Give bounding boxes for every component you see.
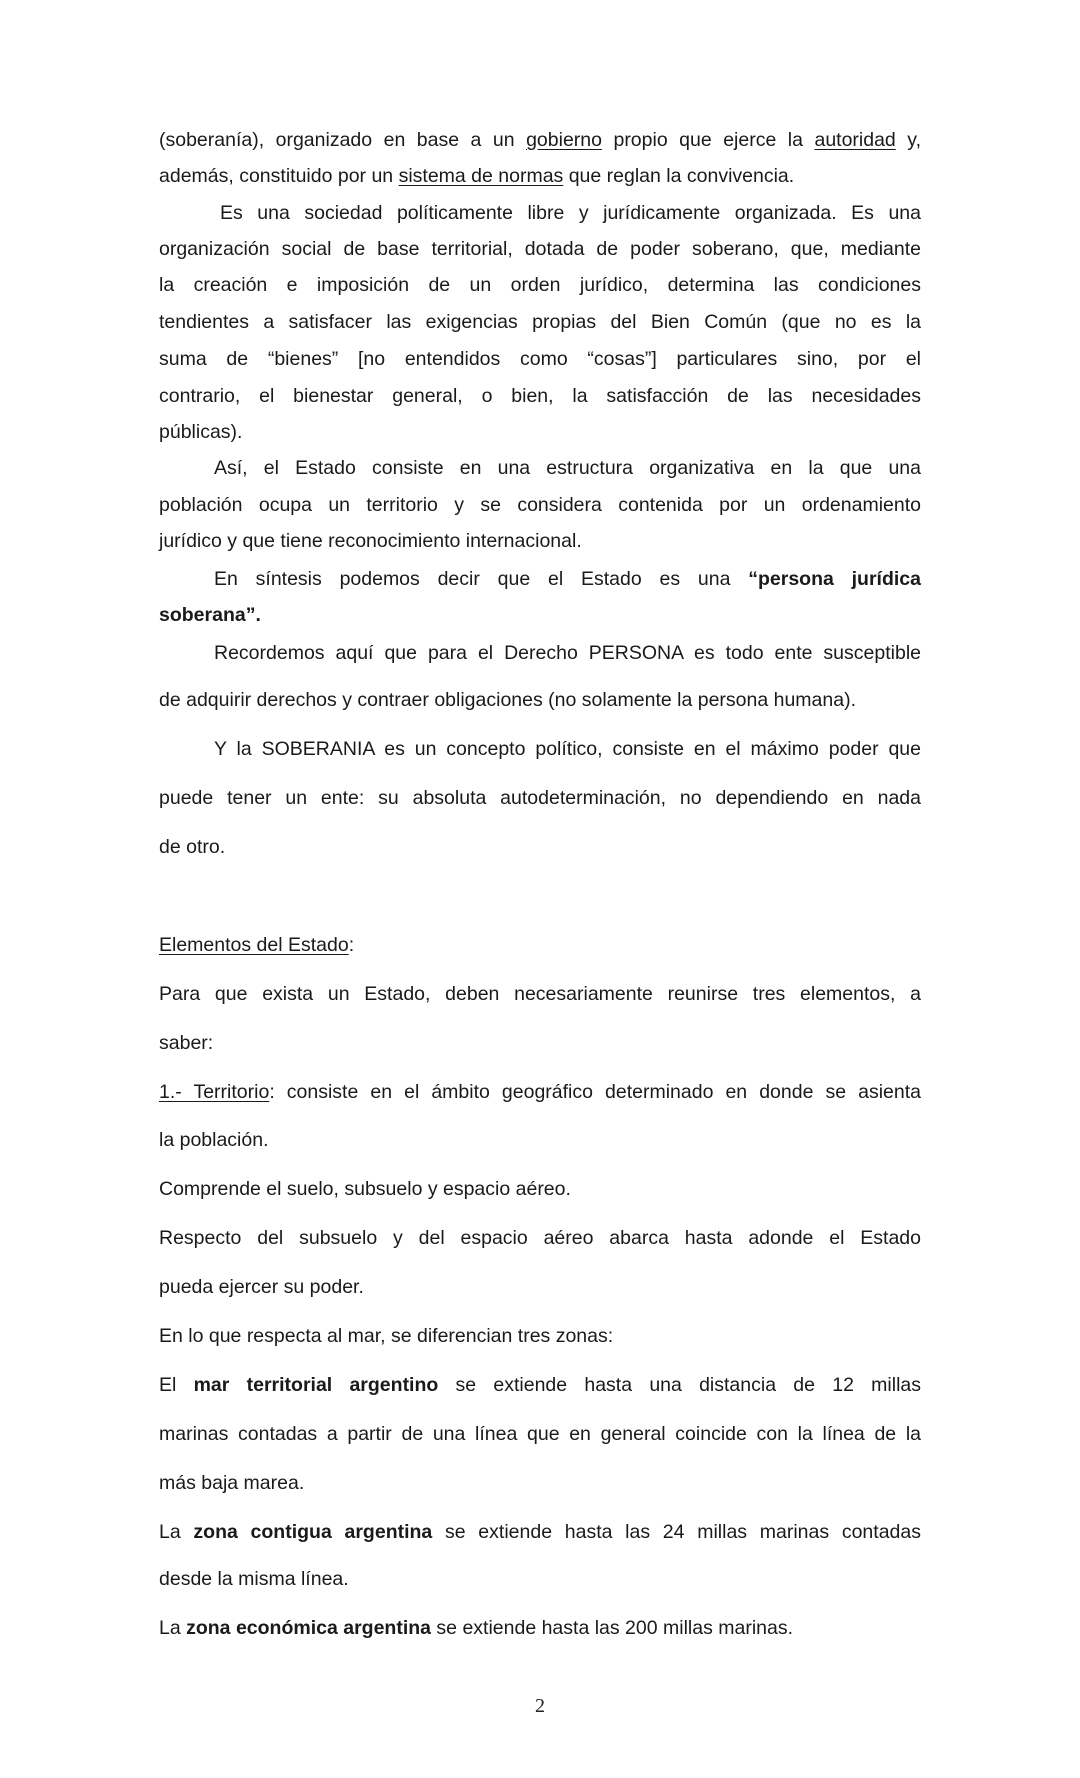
text-line [159,1323,921,1349]
text-line [159,834,921,860]
text-segment: tendientes a satisfacer las exigencias propias del Bien Común (que no es la [159,311,921,333]
text-segment: pueda ejercer su poder. [159,1276,364,1298]
text-line [159,932,921,958]
underlined-text: 1.- Territorio [159,1081,270,1103]
text-segment: públicas). [159,421,243,443]
underlined-text: gobierno [526,129,602,151]
text-segment: más baja marea. [159,1472,305,1494]
text-line [159,566,921,592]
text-line [159,1030,921,1056]
text-segment: propio que ejerce la [601,129,815,151]
text-line [159,1519,921,1545]
text-segment: : [348,934,355,956]
text-segment: saber: [159,1032,214,1054]
text-line [159,1372,921,1398]
text-line [159,1079,921,1105]
text-segment: contrario, el bienestar general, o bien, la satisfacción de las necesidades [159,385,921,407]
text-line [159,236,921,262]
text-line [159,346,921,372]
text-segment: de adquirir derechos y contraer obligaciones (no solamente la persona humana). [159,689,856,711]
text-line [159,419,921,445]
text-segment: que reglan la convivencia. [563,165,795,187]
text-segment: Así, el Estado consiste en una estructura organizativa en la que una [214,457,921,479]
text-line [159,455,921,481]
text-segment: Recordemos aquí que para el Derecho PERSONA es todo ente susceptible [214,642,921,664]
text-line [159,687,921,713]
text-segment: Comprende el suelo, subsuelo y espacio aéreo. [159,1178,571,1200]
text-segment: marinas contadas a partir de una línea que en general coincide con la línea de la [159,1423,921,1445]
text-segment: la creación e imposición de un orden jurídico, determina las condiciones [159,274,921,296]
underlined-text: Elementos del Estado [159,934,349,956]
text-segment: Es una sociedad políticamente libre y jurídicamente organizada. Es una [220,202,921,224]
text-line [159,492,921,518]
text-line [159,383,921,409]
text-segment: y, [895,129,922,151]
text-line [159,640,921,666]
text-line [159,602,921,628]
text-segment: Y la SOBERANIA es un concepto político, consiste en el máximo poder que [214,738,921,760]
text-line [159,736,921,762]
underlined-text: autoridad [814,129,896,151]
text-line [159,200,921,226]
text-segment: además, constituido por un [159,165,399,187]
text-segment: La [159,1521,194,1543]
text-line [159,1566,921,1592]
text-line [159,1470,921,1496]
text-segment: jurídico y que tiene reconocimiento internacional. [159,530,582,552]
page-number: 2 [535,1695,545,1717]
bold-text: soberana”. [159,604,261,626]
text-line [159,1176,921,1202]
text-segment: se extiende hasta las 200 millas marinas. [431,1617,794,1639]
text-segment: Respecto del subsuelo y del espacio aéreo abarca hasta adonde el Estado [159,1227,921,1249]
text-segment: la población. [159,1129,269,1151]
text-segment: desde la misma línea. [159,1568,349,1590]
text-segment: de otro. [159,836,226,858]
bold-text: zona económica argentina [186,1617,432,1639]
text-line [159,1421,921,1447]
bold-text: zona contigua argentina [193,1521,433,1543]
text-segment: La [159,1617,187,1639]
text-segment: En lo que respecta al mar, se diferencian tres zonas: [159,1325,614,1347]
text-segment: puede tener un ente: su absoluta autodeterminación, no dependiendo en nada [159,787,921,809]
text-line [159,127,921,153]
bold-text: “persona jurídica [748,568,921,590]
text-line [159,272,921,298]
text-segment: población ocupa un territorio y se considera contenida por un ordenamiento [159,494,921,516]
text-line [159,309,921,335]
bold-text: mar territorial argentino [193,1374,439,1396]
text-segment: Para que exista un Estado, deben necesariamente reunirse tres elementos, a [159,983,921,1005]
text-line [159,1127,921,1153]
text-segment: El [159,1374,194,1396]
text-line [159,1615,921,1641]
text-segment: En síntesis podemos decir que el Estado es una [214,568,749,590]
text-segment: organización social de base territorial, dotada de poder soberano, que, mediante [159,238,921,260]
text-segment: se extiende hasta una distancia de 12 millas [438,1374,922,1396]
text-line [159,981,921,1007]
text-line [159,1274,921,1300]
text-line [159,1225,921,1251]
text-segment: : consiste en el ámbito geográfico determinado en donde se asienta [269,1081,922,1103]
underlined-text: sistema de normas [398,165,564,187]
text-segment: suma de “bienes” [no entendidos como “cosas”] particulares sino, por el [159,348,921,370]
text-line [159,785,921,811]
text-segment: (soberanía), organizado en base a un [159,129,527,151]
text-segment: se extiende hasta las 24 millas marinas contadas [432,1521,921,1543]
text-line [159,163,921,189]
text-line [159,528,921,554]
